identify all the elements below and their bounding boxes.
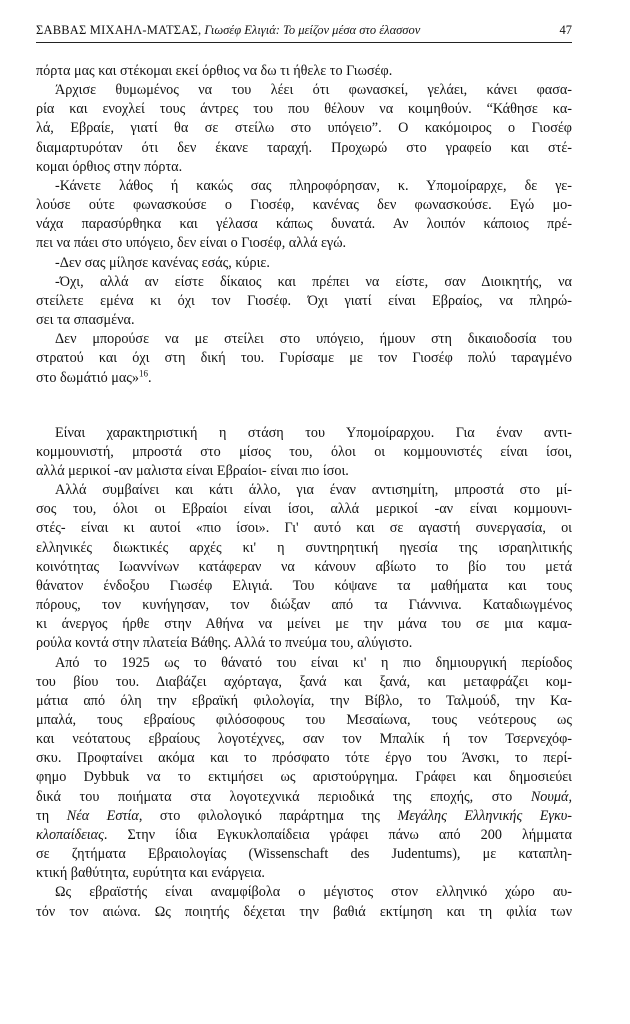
footnote-reference[interactable]: 16 [138,367,148,378]
text-line [36,807,572,826]
text-fragment: τη [36,807,50,824]
text-line: φημο Dybbuk να το εκτιμήσει ως αριστούργημα. Γράφει και δημοσιεύει [36,769,572,786]
text-line: αλλά μερικοί -αν μαλιστα είναι Εβραίοι- είναι πιο ίσοι. [36,462,349,479]
running-header [36,22,572,38]
text-line: μάτια από όλη την εβραϊκή φιλολογία, την Βίβλο, το Ταλμούδ, την Κα- [36,692,572,709]
text-line: ρούλα κοντά στην πλατεία Βάθης. Αλλά το πνεύμα του, αλύγιστο. [36,635,413,652]
text-line: ελληνικές διωκτικές αρχές κι' η συντηρητική ηγεσία της ισραηλιτικής [36,539,572,556]
section-gap [36,388,572,424]
text-line: σε ζητήματα Εβραιολογίας (Wissenschaft des Judentums), με καταπλη- [36,846,572,863]
text-fragment: . [147,369,152,386]
page-number: 47 [559,23,572,37]
text-line: μπαλά, τους εβραίους φιλόσοφους του Μεσαίωνα, τους νεότερους ως [36,712,572,728]
text-line: σει τα σπασμένα. [36,312,135,329]
text-line: κτική βαθύτητα, ευρύτητα και ενάργεια. [36,865,265,882]
text-line: στείλετε εμένα κι όχι τον Γιοσέφ. Όχι γιατί είναι Εβραίος, να πληρώ- [36,292,572,309]
text-line: του βίου του. Διαβάζει αχόρταγα, ξανά και ξανά, και μεταφράζει κομ- [36,673,572,690]
encyclopedia-name: κλοπαίδειας [36,826,104,843]
encyclopedia-name: Μεγάλης Ελληνικής Εγκυ- [397,807,573,824]
text-line: Άρχισε θυμωμένος να του λέει ότι φωνασκεί, γελάει, κάνει φασα- [55,82,572,99]
text-line: ρία και ενοχλεί τους άντρες του που θέλουν να κοιμηθούν. “Κάθησε κα- [36,101,572,118]
header-title: Γιωσέφ Ελιγιά: Το μείζον μέσα στο έλασσον [204,23,421,37]
text-line: διαμαρτυρόταν ότι δεν έκανε ταραχή. Προχωρώ στο γραφείο και στέ- [36,139,572,156]
text-line: λά, Εβραίε, γιατί θα σε στείλω στο υπόγειο”. Ο κακόμοιρος ο Γιοσέφ [36,120,572,137]
text-line: -Όχι, αλλά αν είστε δίκαιος και πρέπει να είστε, σαν Διοικητής, να [55,273,572,290]
text-fragment: , στο φιλολογικό παράρτημα της [138,807,380,824]
text-line: λούσε ούτε φωνασκούσε ο Γιοσέφ, κανένας δεν φωνασκούσε. Εγώ μο- [36,197,572,214]
text-line: τόν τον αιώνα. Ως ποιητής δέχεται την βαθιά εκτίμηση και τη φιλία των [36,903,572,920]
text-fragment: στο δωμάτιό μας» [36,369,139,386]
text-line: πει να πάει στο υπόγειο, δεν είναι ο Γιοσέφ, αλλά εγώ. [36,235,347,252]
text-line: Αλλά συμβαίνει και κάτι άλλο, για έναν αντισημίτη, μπροστά στο μί- [55,482,572,499]
text-line: -Κάνετε λάθος ή κακώς σας πληροφόρησαν, κ. Υπομοίραρχε, δε γε- [55,177,572,194]
text-line: πόρους, τον κυνήγησαν, τον διώξαν από τα Γιάννινα. Καταδιωγμένος [36,597,572,614]
text-line: κοινότητας Ιωαννίνων κατάφεραν να κάνουν αβίωτο το βίο του μετά [36,558,572,575]
header-rule [36,42,572,43]
text-line: νάχα παρασύρθηκα και γέλασα κάπως δυνατά. Αν λοιπόν κάποιος πρέ- [36,216,572,233]
header-author: ΣΑΒΒΑΣ ΜΙΧΑΗΛ-ΜΑΤΣΑΣ, [36,23,202,37]
text-line: Είναι χαρακτηριστική η στάση του Υπομοίραρχου. Για έναν αντι- [55,424,572,441]
text-line: πόρτα μας και στέκομαι εκεί όρθιος να δω τι ήθελε το Γιωσέφ. [36,63,393,79]
text-line: στρατού και όχι στη δική του. Γυρίσαμε με τον Γιοσέφ πολύ ταραγμένο [36,350,572,367]
main-text [36,62,572,922]
text-line: κομμουνιστή, μπροστά στο μίσος του, όλοι οι κομμουνιστές είναι ίσοι, [36,443,572,460]
text-line [36,369,572,388]
journal-name: Νέα Εστία [66,807,139,824]
text-line: και νεότατους εβραίους λογοτέχνες, σαν τον Μπαλίκ ή τον Τσερνεχόφ- [36,731,572,748]
text-line: κι άνεργος ήρθε στην Αθήνα να μείνει με την μάνα του σε μια καμα- [36,616,572,633]
text-line: σος του, όλοι οι Εβραίοι είναι ίσοι, αλλά μερικοί -αν είναι κομμουνι- [36,501,572,518]
text-line [36,826,572,845]
text-fragment: . Στην ίδια Εγκυκλοπαίδεια γράφει πάνω από 200 λήμματα [103,826,572,843]
text-line [36,788,572,807]
text-line: -Δεν σας μίλησε κανένας εσάς, κύριε. [55,254,270,271]
text-line: σκυ. Προφταίνει ακόμα και το πρόσφατο τότε έργο του Άνσκι, το περί- [36,750,572,767]
text-line: κομαι όρθιος στην πόρτα. [36,158,183,175]
journal-name: Νουμά, [530,788,573,805]
text-line: Από το 1925 ως το θάνατό του είναι κι' η πιο δημιουργική περίοδος [55,654,572,671]
text-line: στές- είναι κι αυτοί «πιο ίσοι». Γι' αυτό και σε αγαστή συνεργασία, οι [36,520,572,537]
text-line: θάνατον ένδοξου Γιωσέφ Ελιγιά. Του κόψανε τα μαθήματα και τους [36,577,572,594]
text-line: Ως εβραϊστής είναι αναμφίβολα ο μέγιστος στον ελληνικό χώρο αυ- [55,884,572,901]
text-fragment: δικά του ποιήματα στα λογοτεχνικά περιοδικά της εποχής, στο [36,788,513,805]
text-line: Δεν μπορούσε να με στείλει στο υπόγειο, ήμουν στη δικαιοδοσία του [55,331,572,348]
